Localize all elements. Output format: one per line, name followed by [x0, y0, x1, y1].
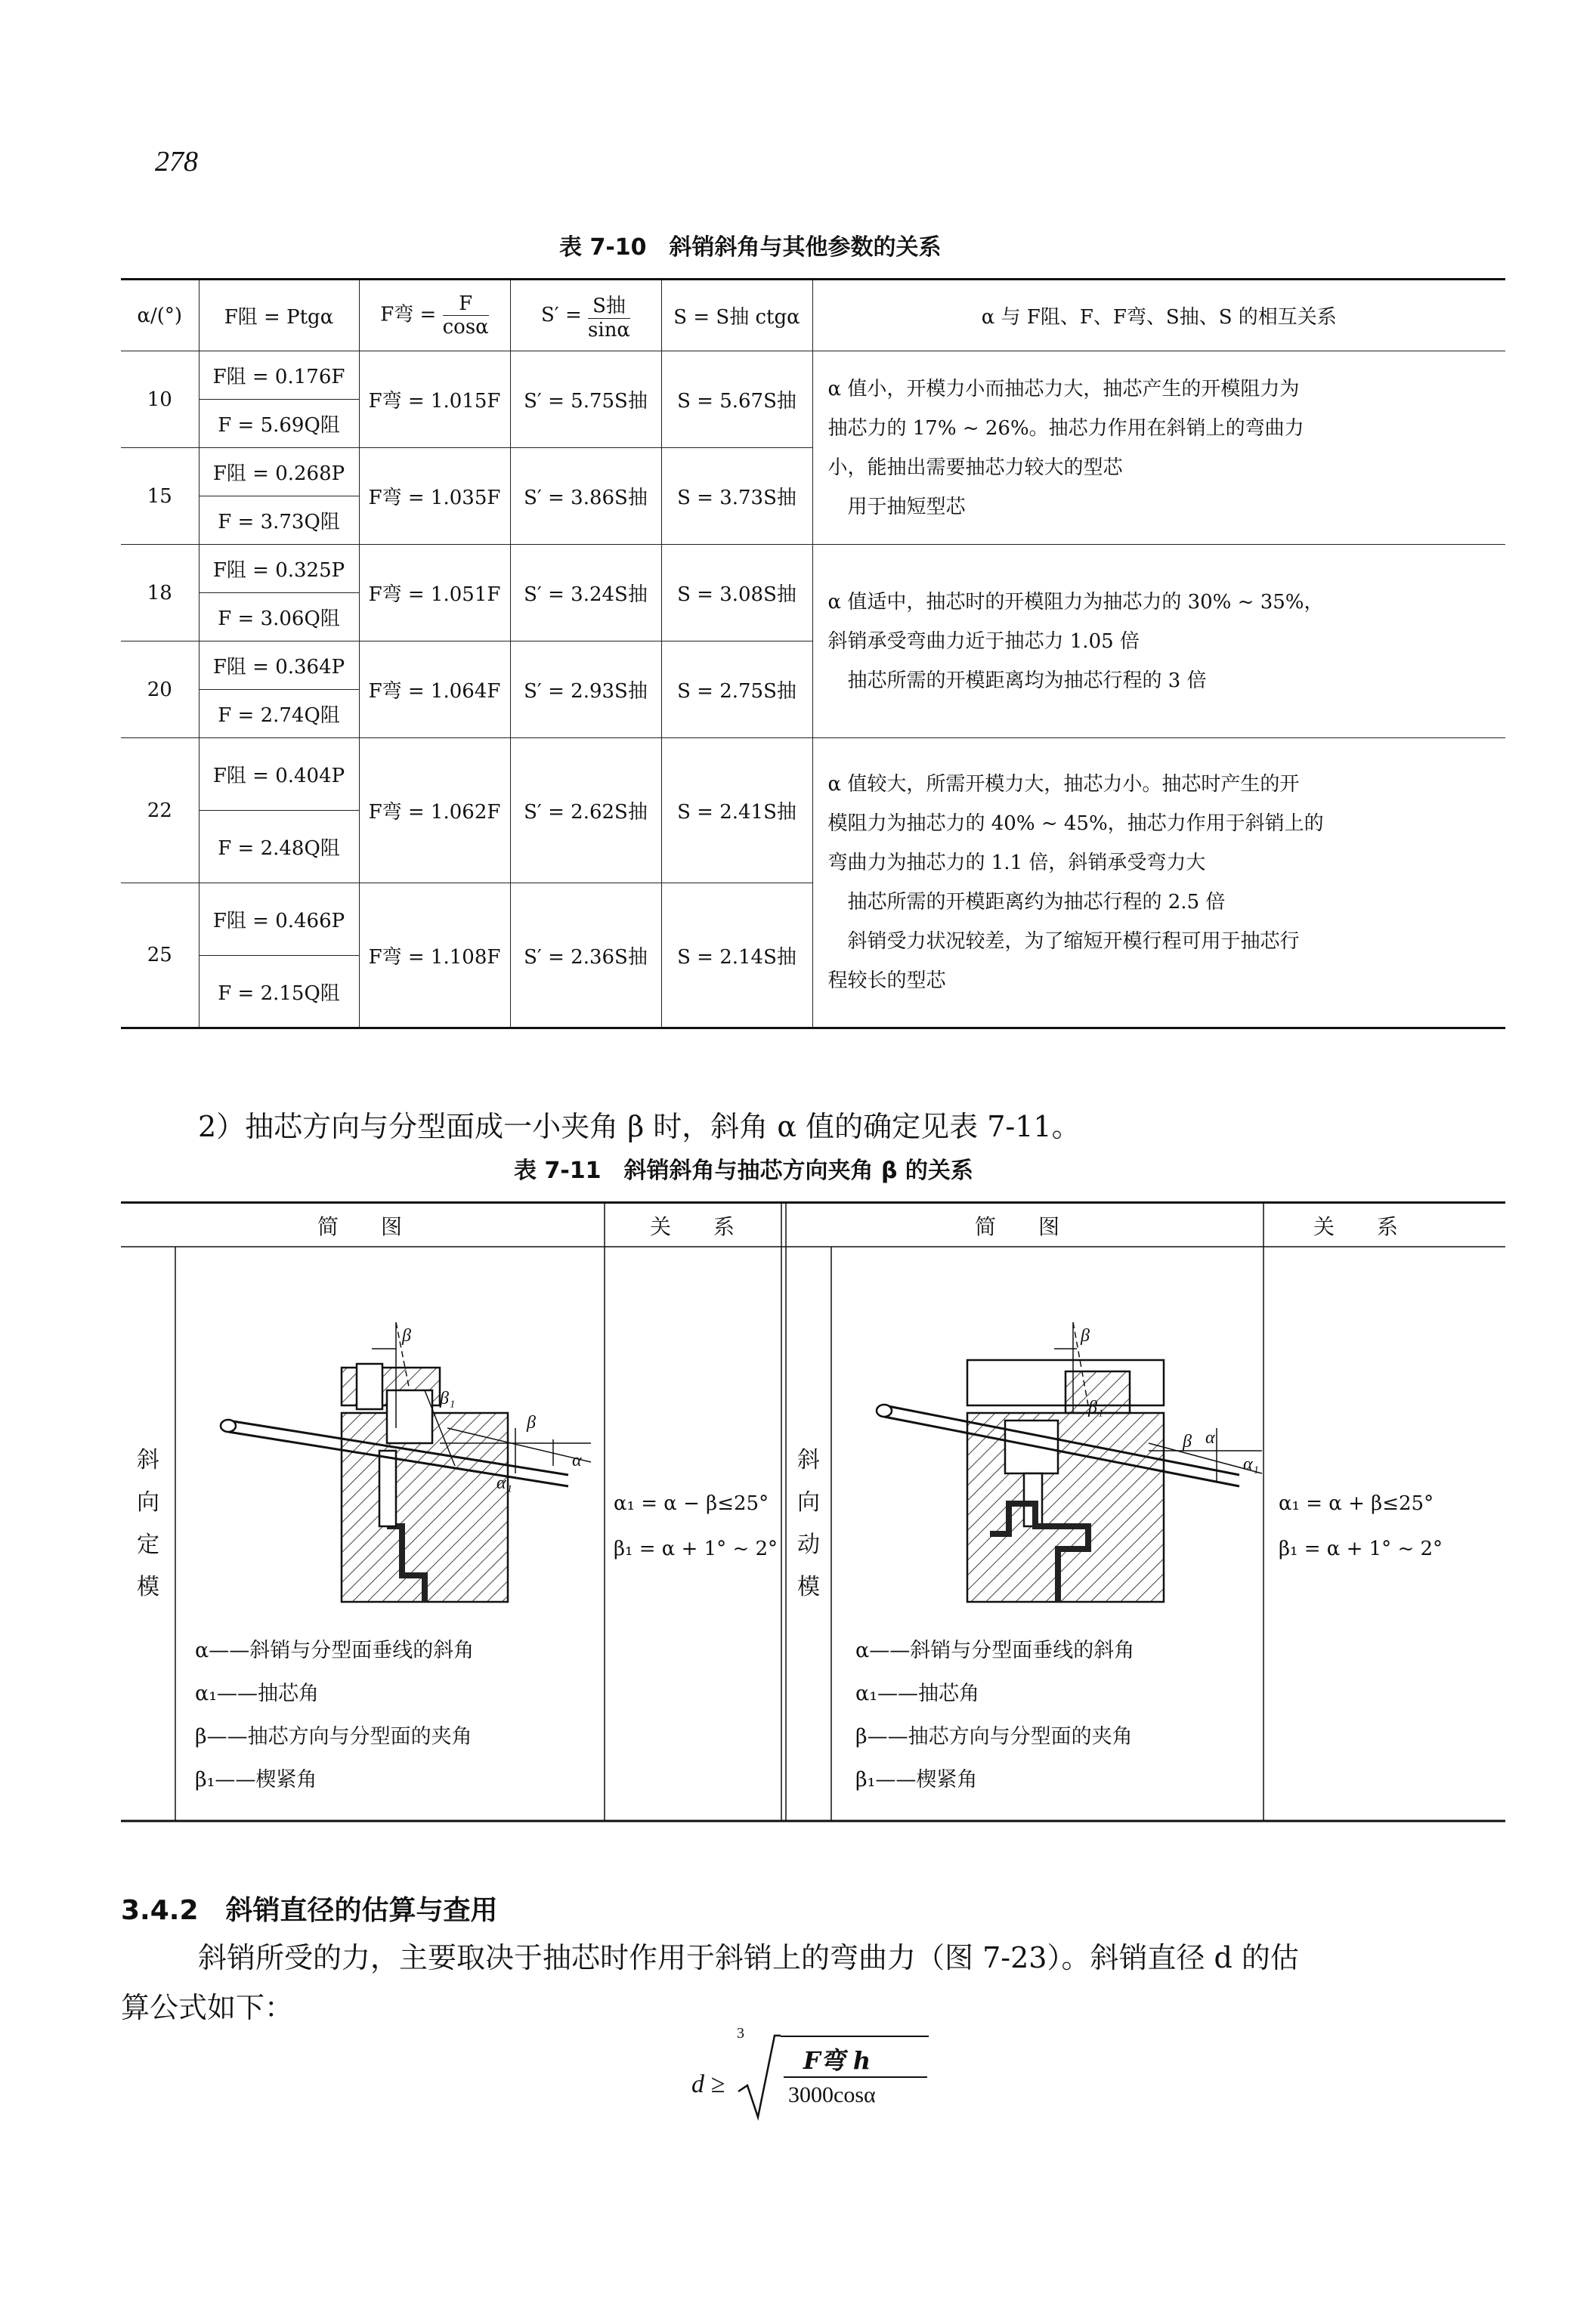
table-7-10-caption: 表 7-10 斜销斜角与其他参数的关系 — [559, 234, 942, 261]
legend-line: α——斜销与分型面垂线的斜角 — [855, 1639, 1135, 1662]
t11-legend-left — [195, 1629, 474, 1801]
fig-label-beta1: β₁ — [440, 1389, 456, 1408]
diameter-formula — [691, 2025, 933, 2123]
cell-f-wan: F弯 = 1.062F — [359, 738, 510, 883]
formula-lhs: d ≥ — [691, 2070, 725, 2098]
relation-line: 抽芯所需的开模距离约为抽芯行程的 2.5 倍 — [827, 891, 1226, 914]
legend-line: β₁——楔紧角 — [195, 1768, 317, 1792]
fig-label-alpha: α — [1205, 1428, 1215, 1448]
radical-bar — [781, 2036, 929, 2037]
cell-f-wan: F弯 = 1.015F — [359, 351, 510, 448]
relation-line: 程较长的型芯 — [827, 969, 946, 992]
header-s-prime — [510, 280, 661, 351]
formula-denominator: 3000cosα — [788, 2082, 876, 2107]
cell-s-prime: S′ = 2.62S抽 — [510, 738, 661, 883]
label-char: 模 — [797, 1574, 820, 1600]
cell-f-zu-b: F = 5.69Q阻 — [199, 400, 359, 448]
header-f-zu: F阻 = Ptgα — [199, 280, 359, 351]
radical-sign — [735, 2033, 781, 2123]
legend-line: α₁——抽芯角 — [855, 1682, 980, 1705]
table-row — [121, 545, 1505, 593]
formula-alpha1: α₁ = α + β≤25° — [1279, 1492, 1434, 1515]
relation-line: 抽芯力的 17% ~ 26%。抽芯力作用在斜销上的弯曲力 — [827, 416, 1304, 440]
mold-diagram-moving — [861, 1277, 1270, 1617]
relation-line: 小，能抽出需要抽芯力较大的型芯 — [827, 456, 1123, 479]
table-header-row — [121, 280, 1505, 351]
fig-label-beta: β — [402, 1326, 411, 1346]
cell-alpha: 15 — [121, 448, 199, 545]
section-paragraph-line-2: 算公式如下： — [121, 1991, 294, 2024]
header-s-prime-fraction — [588, 290, 630, 342]
cell-s-prime: S′ = 2.93S抽 — [510, 641, 661, 738]
t11-legend-right — [855, 1629, 1134, 1801]
t11-header-diagram-left: 简 图 — [317, 1214, 403, 1239]
relation-line: 弯曲力为抽芯力的 1.1 倍，斜销承受弯力大 — [827, 852, 1206, 874]
header-alpha: α/(°) — [121, 280, 199, 351]
cell-f-wan: F弯 = 1.035F — [359, 448, 510, 545]
cell-s-prime: S′ = 3.86S抽 — [510, 448, 661, 545]
legend-line: β——抽芯方向与分型面的夹角 — [195, 1725, 472, 1748]
header-relation: α 与 F阻、F、F弯、S抽、S 的相互关系 — [812, 280, 1505, 351]
label-char: 向 — [137, 1489, 159, 1516]
cell-s-prime: S′ = 2.36S抽 — [510, 883, 661, 1028]
table-7-10 — [121, 278, 1505, 1029]
formula-beta1: β₁ = α + 1° ~ 2° — [614, 1538, 778, 1560]
section-paragraph-line-1: 斜销所受的力，主要取决于抽芯时作用于斜销上的弯曲力（图 7-23）。斜销直径 d 的估 — [198, 1941, 1299, 1974]
cell-f-zu-a: F阻 = 0.404P — [199, 738, 359, 811]
label-char: 模 — [137, 1574, 159, 1600]
t11-left-row-label — [133, 1439, 163, 1609]
label-char: 斜 — [137, 1447, 159, 1473]
cell-f-wan: F弯 = 1.108F — [359, 883, 510, 1028]
cell-alpha: 22 — [121, 738, 199, 883]
cell-s: S = 5.67S抽 — [661, 351, 812, 448]
fig-label-beta: β — [1081, 1326, 1090, 1346]
t11-header-relation-left: 关 系 — [650, 1214, 735, 1239]
relation-line: α 值适中，抽芯时的开模阻力为抽芯力的 30% ~ 35%， — [827, 590, 1324, 614]
cell-f-zu-a: F阻 = 0.466P — [199, 883, 359, 956]
formula-numerator: F弯 h — [803, 2046, 871, 2075]
mold-diagram-fixed — [198, 1277, 606, 1617]
relation-line: α 值小，开模力小而抽芯力大，抽芯产生的开模阻力为 — [827, 377, 1300, 400]
cell-f-zu-a: F阻 = 0.325P — [199, 545, 359, 593]
formula-alpha1: α₁ = α − β≤25° — [614, 1492, 769, 1515]
page-number: 278 — [155, 146, 198, 178]
cell-f-wan: F弯 = 1.051F — [359, 545, 510, 641]
cell-s: S = 3.08S抽 — [661, 545, 812, 641]
cell-f-zu-a: F阻 = 0.176F — [199, 351, 359, 400]
cell-f-wan: F弯 = 1.064F — [359, 641, 510, 738]
legend-line: β——抽芯方向与分型面的夹角 — [855, 1725, 1133, 1748]
cell-alpha: 20 — [121, 641, 199, 738]
relation-line: 斜销承受弯曲力近于抽芯力 1.05 倍 — [827, 629, 1140, 653]
cell-s-prime: S′ = 5.75S抽 — [510, 351, 661, 448]
label-char: 动 — [797, 1532, 820, 1558]
relation-line: 模阻力为抽芯力的 40% ~ 45%，抽芯力作用于斜销上的 — [827, 812, 1324, 835]
header-f-wan — [359, 280, 510, 351]
cell-relation-group-3 — [812, 738, 1505, 1028]
t11-header-diagram-right: 简 图 — [975, 1214, 1060, 1239]
label-char: 向 — [797, 1489, 820, 1516]
relation-line: α 值较大，所需开模力大，抽芯力小。抽芯时产生的开 — [827, 773, 1300, 796]
header-s-prime-lhs: S′ = — [541, 303, 582, 326]
cell-alpha: 10 — [121, 351, 199, 448]
paragraph-2: 2）抽芯方向与分型面成一小夹角 β 时，斜角 α 值的确定见表 7-11。 — [198, 1110, 1081, 1143]
fraction-bar — [784, 2076, 927, 2078]
fig-label-alpha1: α₁ — [496, 1473, 512, 1493]
legend-line: β₁——楔紧角 — [855, 1768, 978, 1792]
fig-label-alpha: α — [572, 1451, 582, 1470]
relation-line: 抽芯所需的开模距离均为抽芯行程的 3 倍 — [827, 669, 1207, 692]
fig-label-alpha1: α₁ — [1243, 1455, 1259, 1474]
t11-right-formulas — [1279, 1481, 1443, 1572]
cell-f-zu-b: F = 3.06Q阻 — [199, 593, 359, 641]
relation-line: 用于抽短型芯 — [827, 495, 966, 518]
cell-s: S = 2.14S抽 — [661, 883, 812, 1028]
cell-s: S = 2.75S抽 — [661, 641, 812, 738]
header-s-prime-num: S抽 — [588, 290, 630, 319]
cell-alpha: 18 — [121, 545, 199, 641]
cell-f-zu-b: F = 2.15Q阻 — [199, 956, 359, 1028]
header-s: S = S抽 ctgα — [661, 280, 812, 351]
t11-header-relation-right: 关 系 — [1313, 1214, 1399, 1239]
table-7-11-caption: 表 7-11 斜销斜角与抽芯方向夹角 β 的关系 — [514, 1158, 973, 1184]
header-f-wan-lhs: F弯 = — [380, 303, 437, 326]
cell-f-zu-a: F阻 = 0.268P — [199, 448, 359, 496]
cell-f-zu-b: F = 2.74Q阻 — [199, 690, 359, 738]
fig-label-beta1: β₁ — [1088, 1398, 1104, 1417]
header-f-wan-num: F — [443, 292, 489, 316]
table-row — [121, 738, 1505, 811]
legend-line: α——斜销与分型面垂线的斜角 — [195, 1639, 475, 1662]
label-char: 斜 — [797, 1447, 820, 1473]
cell-f-zu-a: F阻 = 0.364P — [199, 641, 359, 690]
label-char: 定 — [137, 1532, 159, 1558]
fig-label-beta-2: β — [527, 1413, 536, 1433]
cell-f-zu-b: F = 2.48Q阻 — [199, 811, 359, 883]
cell-s-prime: S′ = 3.24S抽 — [510, 545, 661, 641]
header-s-prime-den: sinα — [588, 318, 630, 342]
cell-s: S = 2.41S抽 — [661, 738, 812, 883]
relation-line: 斜销受力状况较差，为了缩短开模行程可用于抽芯行 — [827, 930, 1300, 953]
cell-relation-group-2 — [812, 545, 1505, 738]
t11-left-formulas — [614, 1481, 778, 1572]
cell-relation-group-1 — [812, 351, 1505, 545]
t11-right-row-label — [793, 1439, 824, 1609]
cell-f-zu-b: F = 3.73Q阻 — [199, 496, 359, 545]
header-f-wan-den: cosα — [442, 316, 489, 339]
cell-s: S = 3.73S抽 — [661, 448, 812, 545]
header-f-wan-fraction — [443, 292, 489, 339]
legend-line: α₁——抽芯角 — [195, 1682, 320, 1705]
section-heading: 3.4.2 斜销直径的估算与查用 — [121, 1895, 498, 1926]
formula-root-index: 3 — [737, 2025, 744, 2042]
cell-alpha: 25 — [121, 883, 199, 1028]
formula-beta1: β₁ = α + 1° ~ 2° — [1279, 1538, 1443, 1560]
table-row — [121, 351, 1505, 400]
fig-label-beta-2: β — [1183, 1432, 1192, 1451]
